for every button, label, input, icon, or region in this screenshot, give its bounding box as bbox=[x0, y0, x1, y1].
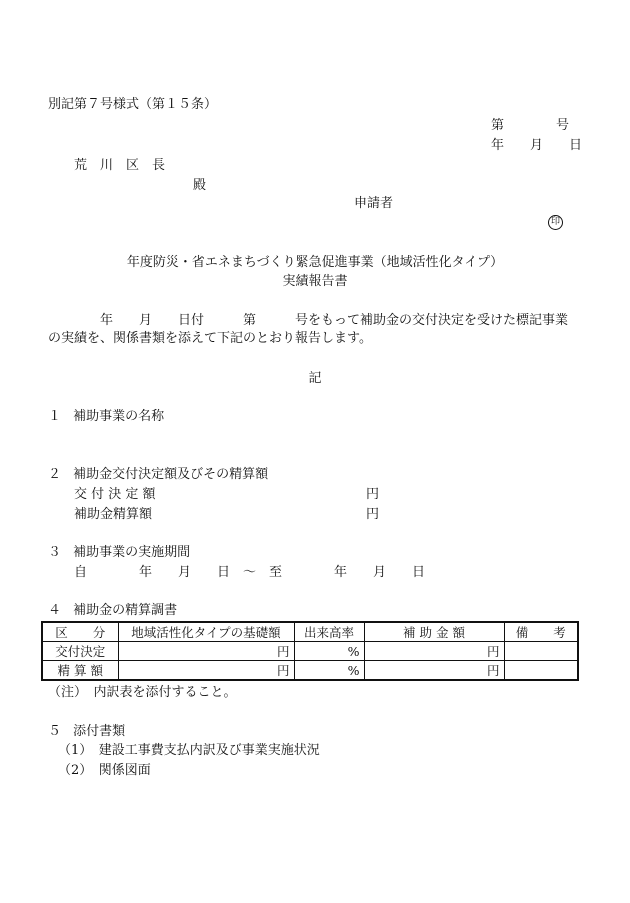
section-1-number: １ bbox=[48, 409, 62, 424]
attachment-item-2: （2） 関係図面 bbox=[58, 763, 151, 778]
section-5-number: ５ bbox=[48, 724, 62, 739]
addressee: 荒 川 区 長 bbox=[74, 158, 166, 173]
table-note: （注） 内訳表を添付すること。 bbox=[48, 685, 237, 700]
section-4-title: 補助金の精算調書 bbox=[73, 603, 178, 618]
form-number: 別記第７号様式（第１５条） bbox=[48, 97, 218, 112]
base-amount-cell: 円 bbox=[118, 642, 294, 661]
seal-mark bbox=[548, 213, 563, 230]
row-label: 精 算 額 bbox=[42, 661, 118, 681]
settlement-amount-unit: 円 bbox=[366, 507, 380, 522]
settlement-amount-label: 補助金精算額 bbox=[74, 507, 153, 522]
report-title: 年度防災・省エネまちづくり緊急促進事業（地域活性化タイプ） bbox=[126, 255, 504, 270]
ki-heading: 記 bbox=[308, 371, 322, 386]
section-3 bbox=[48, 545, 190, 561]
header-subsidy-amount: 補 助 金 額 bbox=[364, 622, 504, 642]
base-amount-cell: 円 bbox=[118, 661, 294, 681]
decision-amount-unit: 円 bbox=[366, 487, 380, 502]
subsidy-amount-cell: 円 bbox=[364, 642, 504, 661]
table-header-row bbox=[42, 622, 578, 642]
header-remarks: 備 考 bbox=[504, 622, 578, 642]
document-date: 年 月 日 bbox=[491, 138, 583, 153]
header-category: 区 分 bbox=[42, 622, 118, 642]
section-2-number: ２ bbox=[48, 467, 62, 482]
section-1-title: 補助事業の名称 bbox=[73, 409, 165, 424]
section-1 bbox=[48, 409, 164, 425]
body-text-line2: の実績を、関係書類を添えて下記のとおり報告します。 bbox=[48, 331, 372, 346]
document-number: 第 号 bbox=[491, 118, 570, 133]
section-3-title: 補助事業の実施期間 bbox=[73, 545, 191, 560]
table-row bbox=[42, 642, 578, 661]
section-2 bbox=[48, 467, 268, 483]
remarks-cell bbox=[504, 661, 578, 681]
implementation-period: 自 年 月 日 ～ 至 年 月 日 bbox=[74, 565, 426, 580]
table-row bbox=[42, 661, 578, 681]
rate-cell: % bbox=[294, 642, 364, 661]
row-label: 交付決定 bbox=[42, 642, 118, 661]
section-5-title: 添付書類 bbox=[73, 724, 126, 739]
remarks-cell bbox=[504, 642, 578, 661]
seal-icon: 印 bbox=[548, 215, 563, 230]
settlement-table bbox=[41, 621, 579, 681]
honorific: 殿 bbox=[193, 178, 207, 193]
header-base-amount: 地域活性化タイプの基礎額 bbox=[118, 622, 294, 642]
rate-cell: % bbox=[294, 661, 364, 681]
applicant-label: 申請者 bbox=[354, 196, 394, 211]
attachment-item-1: （1） 建設工事費支払内訳及び事業実施状況 bbox=[58, 743, 320, 758]
section-5 bbox=[48, 724, 125, 740]
subsidy-amount-cell: 円 bbox=[364, 661, 504, 681]
section-4-number: ４ bbox=[48, 603, 62, 618]
section-4 bbox=[48, 603, 177, 619]
section-3-number: ３ bbox=[48, 545, 62, 560]
section-2-title: 補助金交付決定額及びその精算額 bbox=[73, 467, 269, 482]
header-completion-rate: 出来高率 bbox=[294, 622, 364, 642]
decision-amount-label: 交 付 決 定 額 bbox=[74, 487, 156, 502]
report-subtitle: 実績報告書 bbox=[282, 274, 348, 289]
body-text-line1: 年 月 日付 第 号をもって補助金の交付決定を受けた標記事業 bbox=[100, 313, 569, 328]
